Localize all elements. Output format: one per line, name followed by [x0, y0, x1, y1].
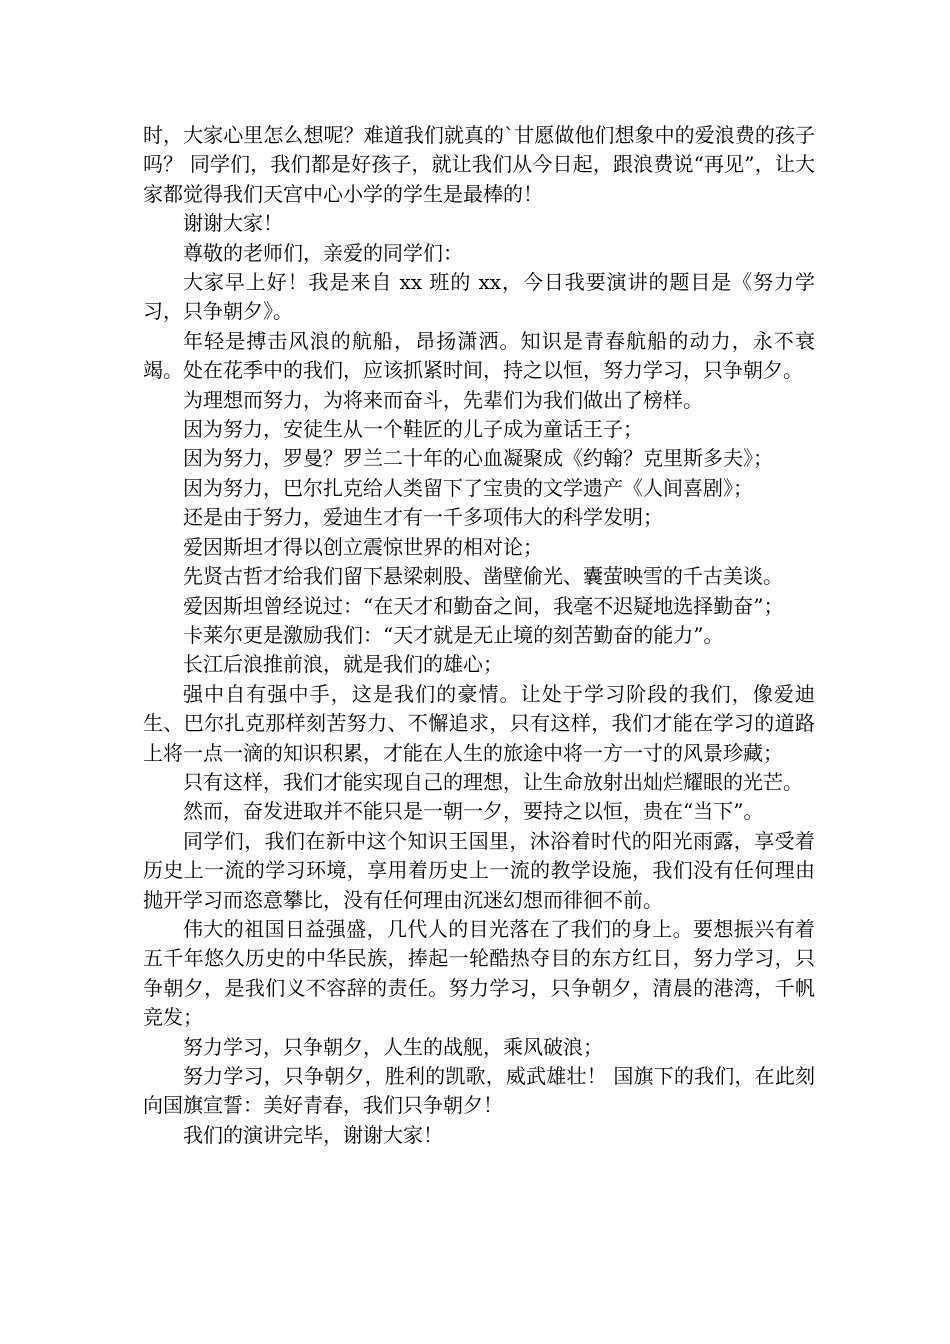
paragraph: 我们的演讲完毕，谢谢大家！ — [183, 1122, 443, 1147]
paragraph: 强中自有强中手，这是我们的豪情。让处于学习阶段的我们，像爱迪生、巴尔扎克那样刻苦努力、不懈追求，只有这样，我们才能在学习的道路上将一点一滴的知识积累，才能在人生的旅途中将一方一寸的风景珍藏； — [143, 681, 815, 765]
paragraph: 为理想而努力，为将来而奋斗，先辈们为我们做出了榜样。 — [183, 387, 703, 412]
speech-text-body — [143, 121, 815, 1150]
paragraph: 爱因斯坦曾经说过：“在天才和勤奋之间，我毫不迟疑地选择勤奋”； — [183, 593, 784, 618]
paragraph: 只有这样，我们才能实现自己的理想，让生命放射出灿烂耀眼的光芒。 — [183, 769, 803, 794]
paragraph: 因为努力，巴尔扎克给人类留下了宝贵的文学遗产《人间喜剧》； — [183, 475, 753, 500]
paragraph: 努力学习，只争朝夕，胜利的凯歌，威武雄壮！ 国旗下的我们，在此刻向国旗宣誓：美好青春，我们只争朝夕！ — [143, 1064, 815, 1118]
paragraph: 爱因斯坦才得以创立震惊世界的相对论； — [183, 534, 543, 559]
paragraph: 年轻是搏击风浪的航船，昂扬潇洒。知识是青春航船的动力，永不衰竭。处在花季中的我们，应该抓紧时间，持之以恒，努力学习，只争朝夕。 — [143, 328, 815, 383]
paragraph: 还是由于努力，爱迪生才有一千多项伟大的科学发明； — [183, 505, 663, 530]
paragraph: 尊敬的老师们，亲爱的同学们： — [183, 240, 463, 265]
paragraph: 先贤古哲才给我们留下悬梁刺股、凿壁偷光、囊萤映雪的千古美谈。 — [183, 564, 783, 589]
paragraph: 卡莱尔更是激励我们：“天才就是无止境的刻苦勤奋的能力”。 — [183, 622, 724, 647]
paragraph: 努力学习，只争朝夕，人生的战舰，乘风破浪； — [183, 1034, 603, 1059]
paragraph: 然而，奋发进取并不能只是一朝一夕，要持之以恒，贵在“当下”。 — [183, 799, 764, 824]
paragraph: 大家早上好！我是来自 xx 班的 xx，今日我要演讲的题目是《努力学习，只争朝夕》。 — [143, 270, 815, 324]
paragraph: 长江后浪推前浪，就是我们的雄心； — [183, 652, 503, 677]
paragraph: 时，大家心里怎么想呢？难道我们就真的`甘愿做他们想象中的爱浪费的孩子吗？ 同学们，我们都是好孩子，就让我们从今日起，跟浪费说“再见”，让大家都觉得我们天宫中心小学的学生是最棒的！ — [143, 123, 815, 206]
paragraph: 因为努力，罗曼？罗兰二十年的心血凝聚成《约翰？克里斯多夫》； — [183, 446, 773, 471]
paragraph: 伟大的祖国日益强盛，几代人的目光落在了我们的身上。要想振兴有着五千年悠久历史的中华民族，捧起一轮酷热夺目的东方红日，努力学习，只争朝夕，是我们义不容辞的责任。努力学习，只争朝夕，清晨的港湾，千帆竞发； — [143, 916, 815, 1030]
paragraph: 因为努力，安徒生从一个鞋匠的儿子成为童话王子； — [183, 417, 643, 442]
paragraph: 谢谢大家！ — [183, 211, 283, 236]
paragraph: 同学们，我们在新中这个知识王国里，沐浴着时代的阳光雨露，享受着历史上一流的学习环境，享用着历史上一流的教学设施，我们没有任何理由抛开学习而恣意攀比，没有任何理由沉迷幻想而徘徊不前。 — [143, 828, 815, 912]
